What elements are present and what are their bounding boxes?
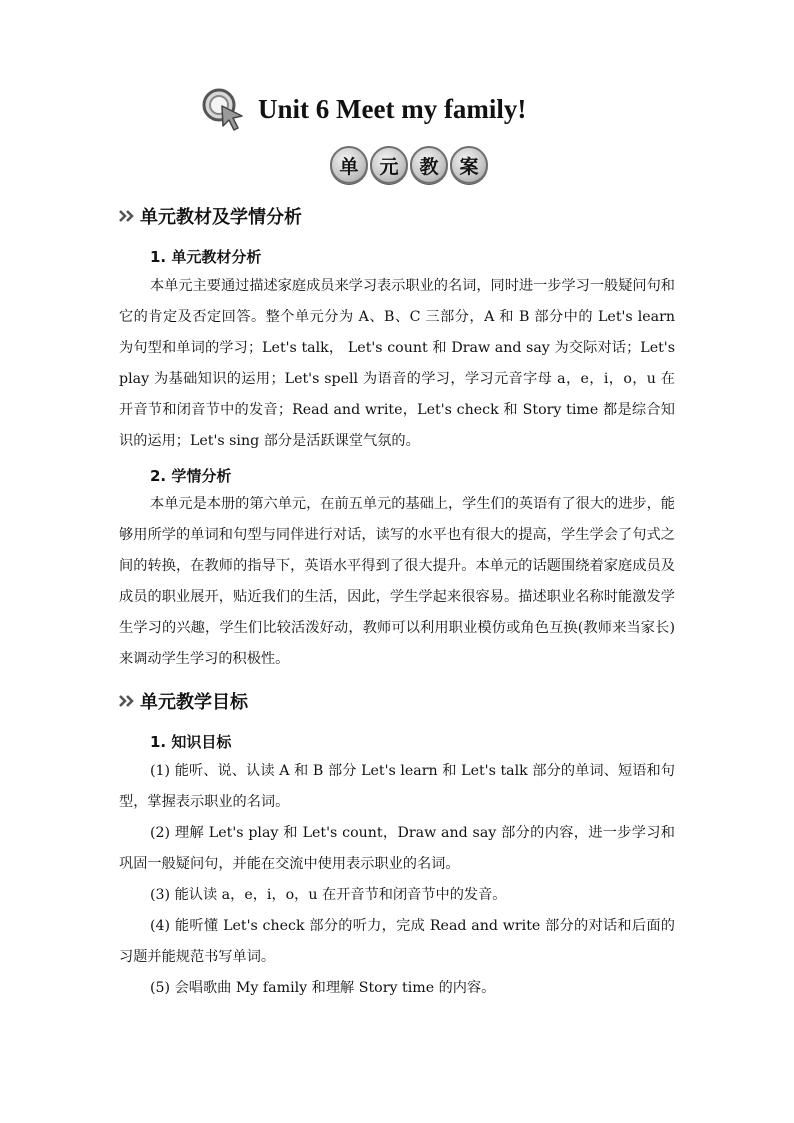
section-heading-text: 单元教材及学情分析 [140,207,302,228]
title-row [0,86,794,136]
badge-char: 教 [410,146,448,184]
goal-item: (2) 理解 Let's play 和 Let's count，Draw and say 部分的内容，进一步学习和巩固一般疑问句，并能在交流中使用表示职业的名词。 [119,825,675,872]
double-chevron-icon [119,694,138,708]
page-title: Unit 6 Meet my family! [258,94,527,124]
magnifier-cursor-icon [200,86,248,132]
goal-item: (5) 会唱歌曲 My family 和理解 Story time 的内容。 [150,980,496,996]
section-heading [119,203,302,229]
badge-char: 单 [330,146,368,184]
paragraph: 本单元是本册的第六单元，在前五单元的基础上，学生们的英语有了很大的进步，能够用所学的单词和句型与同伴进行对话，读写的水平也有很大的提高，学生学会了句式之间的转换，在教师的指导下，英语水平得到了很大提升。本单元的话题围绕着家庭成员及成员的职业展开，贴近我们的生活，因此，学生学起来很容易。描述职业名称时能激发学生学习的兴趣，学生们比较活泼好动，教师可以利用职业模仿或角色互换(教师来当家长)来调动学生学习的积极性。 [119,496,675,667]
sub-heading: 1. 知识目标 [150,733,232,751]
goal-item: (4) 能听懂 Let's check 部分的听力，完成 Read and write 部分的对话和后面的习题并能规范书写单词。 [119,918,675,965]
section-heading [119,688,248,714]
goal-item: (1) 能听、说、认读 A 和 B 部分 Let's learn 和 Let's talk 部分的单词、短语和句型，掌握表示职业的名词。 [119,763,675,810]
sub-heading: 1. 单元教材分析 [150,248,262,266]
unit-plan-badge [330,146,488,184]
badge-char: 元 [370,146,408,184]
double-chevron-icon [119,209,138,223]
badge-char: 案 [450,146,488,184]
paragraph: 本单元主要通过描述家庭成员来学习表示职业的名词，同时进一步学习一般疑问句和它的肯定及否定回答。整个单元分为 A、B、C 三部分，A 和 B 部分中的 Let's learn 为句型和单词的学习；Let's talk， Let's count 和 Draw and say 为交际对话；Let's play 为基础知识的运用；Let's spell 为语音的学习，学习元音字母 a，e，i，o，u 在开音节和闭音节中的发音；Read and write，Let's check 和 Story time 都是综合知识的运用；Let's sing 部分是活跃课堂气氛的。 [119,278,675,449]
goal-item: (3) 能认读 a，e，i，o，u 在开音节和闭音节中的发音。 [150,887,507,903]
sub-heading: 2. 学情分析 [150,467,232,485]
section-heading-text: 单元教学目标 [140,692,248,713]
